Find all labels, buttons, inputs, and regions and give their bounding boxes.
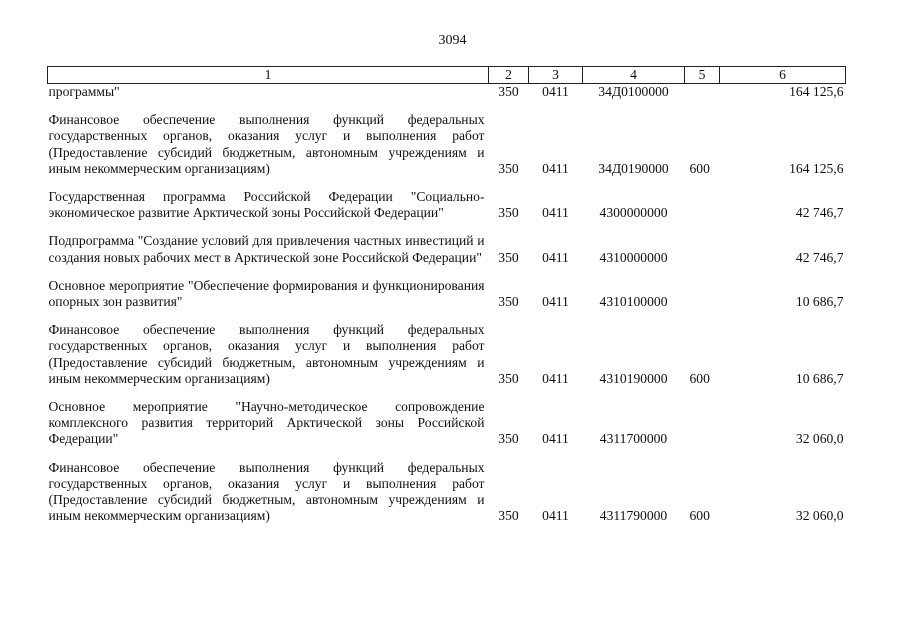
row-amount: 42 746,7 — [795, 249, 844, 265]
row-col-4: 4311700000 — [599, 431, 668, 447]
table-row — [48, 177, 846, 221]
row-col-4: 4311790000 — [599, 508, 668, 524]
row-col-2: 350 — [498, 431, 519, 447]
row-col-3: 0411 — [542, 294, 569, 310]
row-col-3: 0411 — [542, 249, 569, 265]
row-col-5 — [685, 177, 720, 221]
table-row — [48, 266, 846, 310]
row-col-3: 0411 — [542, 508, 569, 524]
row-col-3: 0411 — [542, 84, 569, 99]
table-header — [48, 67, 846, 84]
row-col-2: 350 — [498, 249, 519, 265]
page-number: 3094 — [438, 33, 467, 48]
row-name: Основное мероприятие "Обеспечение формирования и функционирования опорных зон развития" — [48, 277, 485, 310]
header-col-6: 6 — [720, 67, 846, 84]
row-name: Финансовое обеспечение выполнения функций федеральных государственных органов, оказания услуг и выполнения работ (Предоставление субсидий бюджетным, автономным учреждениям и иным некоммерческим организациям) — [48, 459, 485, 524]
row-name: программы" — [48, 84, 120, 99]
table-body — [48, 84, 846, 525]
row-amount: 164 125,6 — [789, 84, 844, 99]
row-name: Подпрограмма "Создание условий для привлечения частных инвестиций и создания новых рабочих мест в Арктической зоне Российской Федерации" — [48, 233, 485, 265]
row-amount: 10 686,7 — [795, 294, 844, 310]
header-col-4: 4 — [583, 67, 685, 84]
row-name: Основное мероприятие "Научно-методическое сопровождение комплексного развития территорий Арктической зоны Российской Федерации" — [48, 399, 485, 447]
table-row — [48, 387, 846, 448]
row-col-3: 0411 — [542, 370, 569, 386]
row-col-4: 4300000000 — [599, 205, 668, 221]
row-name: Финансовое обеспечение выполнения функций федеральных государственных органов, оказания услуг и выполнения работ (Предоставление субсидий бюджетным, автономным учреждениям и иным некоммерческим организациям) — [48, 112, 485, 176]
row-name: Государственная программа Российской Федерации "Социально-экономическое развитие Арктической зоны Российской Федерации" — [48, 189, 485, 221]
row-col-5: 600 — [689, 508, 710, 524]
table-row — [48, 448, 846, 525]
header-col-5: 5 — [685, 67, 720, 84]
row-col-5 — [685, 84, 720, 101]
header-col-2: 2 — [489, 67, 529, 84]
row-col-4: 4310190000 — [599, 370, 668, 386]
row-col-3: 0411 — [542, 205, 569, 221]
row-col-5 — [685, 266, 720, 310]
row-amount: 32 060,0 — [795, 508, 844, 524]
row-col-2: 350 — [498, 370, 519, 386]
row-col-2: 350 — [498, 508, 519, 524]
header-row — [48, 67, 846, 84]
row-col-3: 0411 — [542, 431, 569, 447]
row-col-4: 34Д0190000 — [598, 160, 669, 176]
row-amount: 42 746,7 — [795, 205, 844, 221]
row-name: Финансовое обеспечение выполнения функций федеральных государственных органов, оказания услуг и выполнения работ (Предоставление субсидий бюджетным, автономным учреждениям и иным некоммерческим организациям) — [48, 322, 485, 386]
row-col-5: 600 — [689, 160, 710, 176]
table-row — [48, 100, 846, 177]
header-col-1: 1 — [48, 67, 489, 84]
row-col-5: 600 — [689, 370, 710, 386]
table-row — [48, 221, 846, 265]
row-amount: 10 686,7 — [795, 370, 844, 386]
table-row — [48, 84, 846, 101]
table-row — [48, 310, 846, 387]
header-col-3: 3 — [529, 67, 583, 84]
row-col-2: 350 — [498, 160, 519, 176]
row-col-5 — [685, 387, 720, 448]
budget-table — [47, 66, 846, 524]
row-col-2: 350 — [498, 294, 519, 310]
row-col-4: 4310100000 — [599, 294, 668, 310]
row-amount: 32 060,0 — [795, 431, 844, 447]
row-col-2: 350 — [498, 205, 519, 221]
row-col-2: 350 — [498, 84, 519, 99]
row-col-4: 4310000000 — [599, 249, 668, 265]
row-amount: 164 125,6 — [789, 160, 844, 176]
row-col-4: 34Д0100000 — [598, 84, 669, 99]
row-col-3: 0411 — [542, 160, 569, 176]
row-col-5 — [685, 221, 720, 265]
